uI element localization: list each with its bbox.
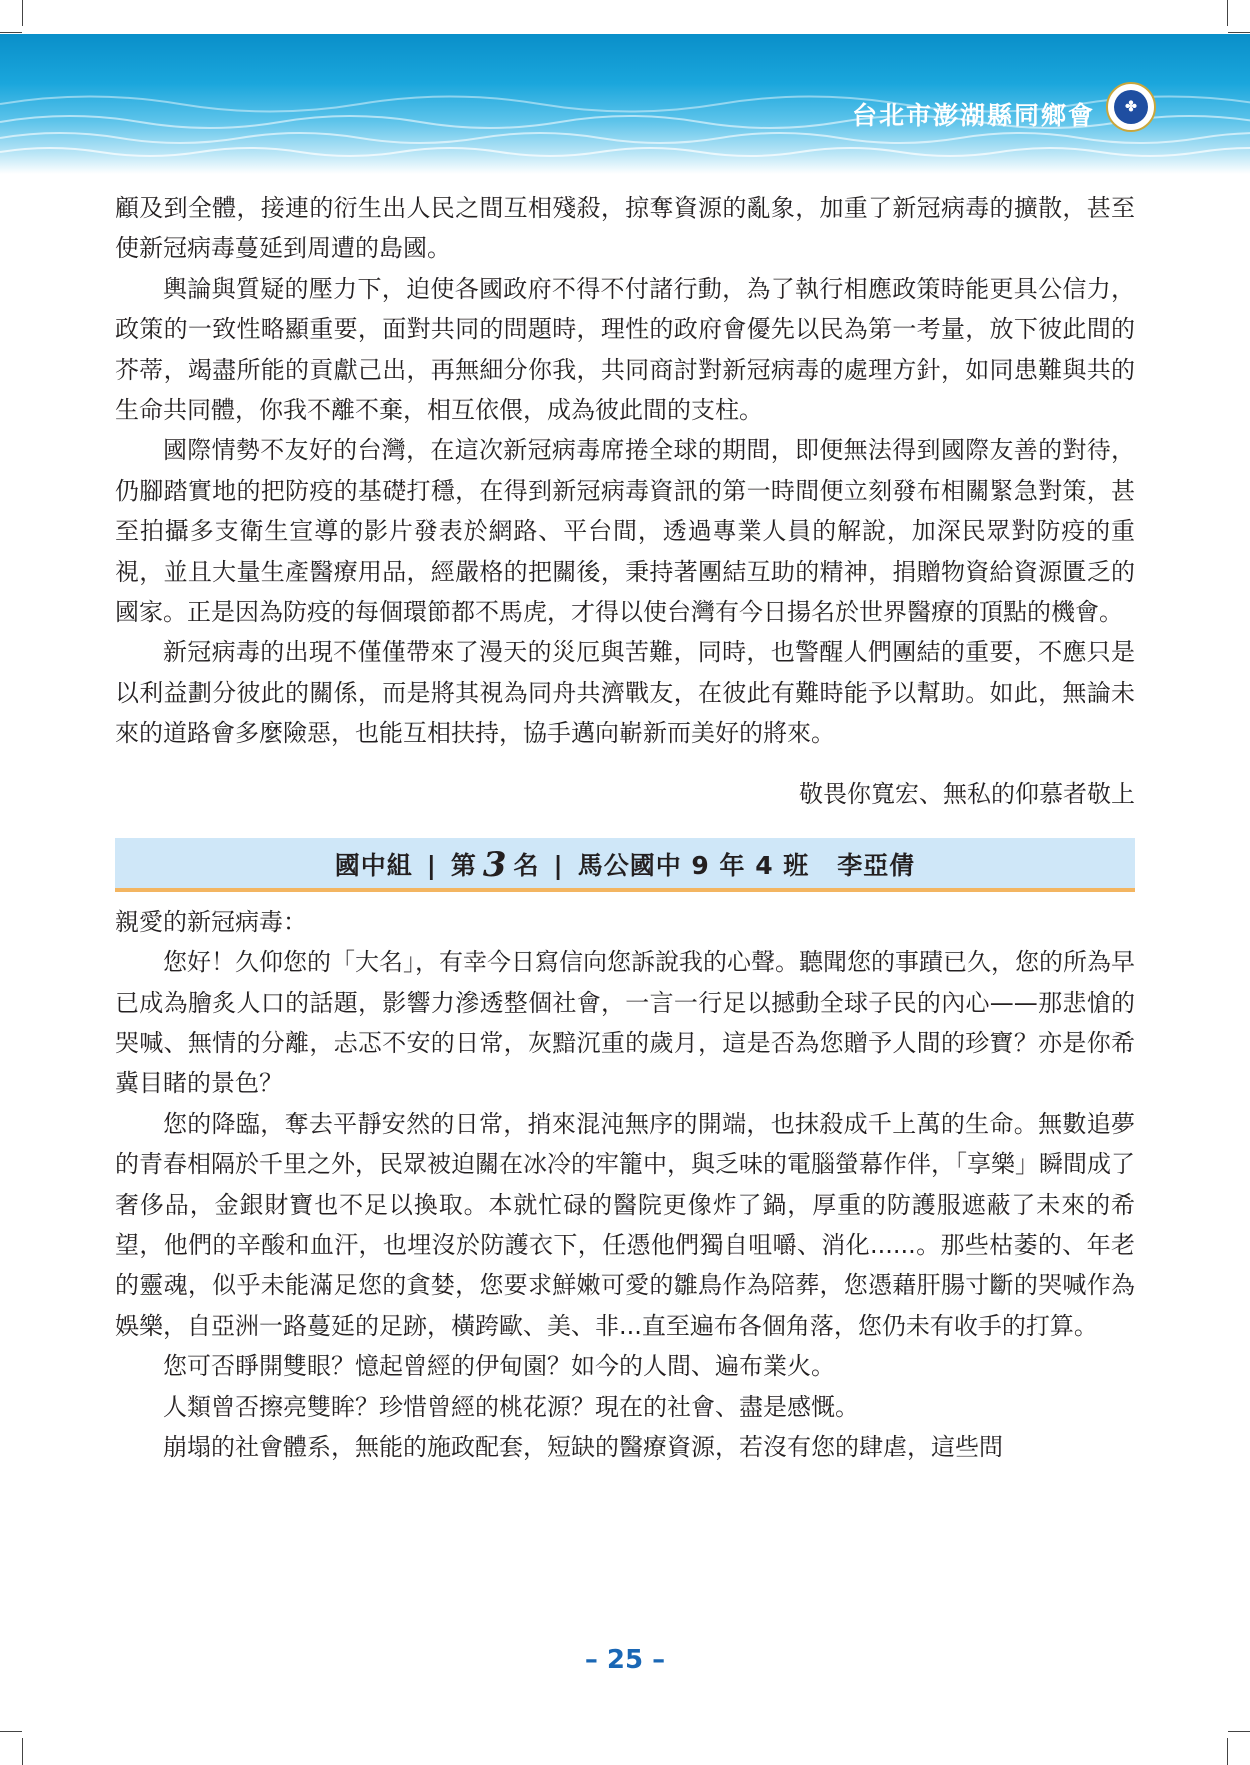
paragraph: 您的降臨，奪去平靜安然的日常，捎來混沌無序的開端，也抹殺成千上萬的生命。無數追夢的青春相隔於千里之外，民眾被迫關在冰冷的牢籠中，與乏味的電腦螢幕作伴，「享樂」瞬間成了奢侈品，金銀財寶也不足以換取。本就忙碌的醫院更像炸了鍋，厚重的防護服遮蔽了未來的希望，他們的辛酸和血汗，也埋沒於防護衣下，任憑他們獨自咀嚼、消化......。那些枯萎的、年老的靈魂，似乎未能滿足您的貪婪，您要求鮮嫩可愛的雛鳥作為陪葬，您憑藉肝腸寸斷的哭喊作為娛樂，自亞洲一路蔓延的足跡，橫跨歐、美、非...直至遍布各個角落，您仍未有收手的打算。 <box>115 1109 1135 1340</box>
crop-mark <box>1227 1738 1228 1765</box>
rank-number: 3 <box>482 844 508 885</box>
section-previous-letter <box>115 188 1135 814</box>
paragraph: 顧及到全體，接連的衍生出人民之間互相殘殺，掠奪資源的亂象，加重了新冠病毒的擴散，甚至使新冠病毒蔓延到周遭的島國。 <box>115 194 1135 263</box>
association-logo <box>1106 82 1156 132</box>
page-number: – 25 – <box>584 1645 666 1675</box>
paragraph: 您好！久仰您的「大名」，有幸今日寫信向您訴說我的心聲。聽聞您的事蹟已久，您的所為早已成為膾炙人口的話題，影響力滲透整個社會，一言一行足以撼動全球子民的內心——那悲愴的哭喊、無情的分離，忐忑不安的日常，灰黯沉重的歲月，這是否為您贈予人間的珍寶？亦是你希冀目睹的景色？ <box>115 948 1135 1098</box>
association-title: 台北市澎湖縣同鄉會 <box>851 101 1095 130</box>
paragraph: 崩塌的社會體系，無能的施政配套，短缺的醫療資源，若沒有您的肆虐，這些問 <box>163 1432 1003 1461</box>
salutation: 親愛的新冠病毒： <box>115 907 307 936</box>
banner-divider: | <box>553 850 564 880</box>
crop-mark <box>0 1731 22 1732</box>
paragraph: 新冠病毒的出現不僅僅帶來了漫天的災厄與苦難，同時，也警醒人們團結的重要，不應只是以利益劃分彼此的關係，而是將其視為同舟共濟戰友，在彼此有難時能予以幫助。如此，無論未來的道路會多麼險惡，也能互相扶持，協手邁向嶄新而美好的將來。 <box>115 638 1135 748</box>
rank-prefix: 第 <box>450 850 477 880</box>
crop-mark <box>1227 0 1228 26</box>
author-name: 李亞倩 <box>837 850 916 880</box>
rank-suffix: 名 <box>513 850 540 880</box>
letter-signature: 敬畏你寬宏、無私的仰慕者敬上 <box>799 779 1135 808</box>
banner-divider: | <box>426 850 437 880</box>
crop-mark <box>0 32 22 33</box>
paragraph: 輿論與質疑的壓力下，迫使各國政府不得不付諸行動，為了執行相應政策時能更具公信力，政策的一致性略顯重要，面對共同的問題時，理性的政府會優先以民為第一考量，放下彼此間的芥蒂，竭盡所能的貢獻己出，再無細分你我，共同商討對新冠病毒的處理方針，如同患難與共的生命共同體，你我不離不棄，相互依偎，成為彼此間的支柱。 <box>115 274 1135 425</box>
paragraph: 國際情勢不友好的台灣，在這次新冠病毒席捲全球的期間，即便無法得到國際友善的對待，仍腳踏實地的把防疫的基礎打穩，在得到新冠病毒資訊的第一時間便立刻發布相關緊急對策，甚至拍攝多支衛生宣導的影片發表於網路、平台間，透過專業人員的解說，加深民眾對防疫的重視，並且大量生產醫療用品，經嚴格的把關後，秉持著團結互助的精神，捐贈物資給資源匱乏的國家。正是因為防疫的每個環節都不馬虎，才得以使台灣有今日揚名於世界醫療的頂點的機會。 <box>115 436 1135 627</box>
award-group: 國中組 <box>334 850 413 880</box>
paragraph: 人類曾否擦亮雙眸？珍惜曾經的桃花源？現在的社會、盡是感慨。 <box>163 1392 859 1421</box>
crop-mark <box>1228 1731 1250 1732</box>
logo-emblem-icon: ✤ <box>1114 90 1148 124</box>
award-banner <box>115 838 1135 892</box>
crop-mark <box>22 1738 23 1765</box>
crop-mark <box>22 0 23 26</box>
article-body <box>115 188 1135 1467</box>
school-class: 馬公國中 9 年 4 班 <box>577 850 810 880</box>
crop-mark <box>1228 32 1250 33</box>
page-header <box>0 34 1250 174</box>
paragraph: 您可否睜開雙眼？憶起曾經的伊甸園？如今的人間、遍布業火。 <box>163 1352 835 1381</box>
section-new-letter <box>115 902 1135 1468</box>
